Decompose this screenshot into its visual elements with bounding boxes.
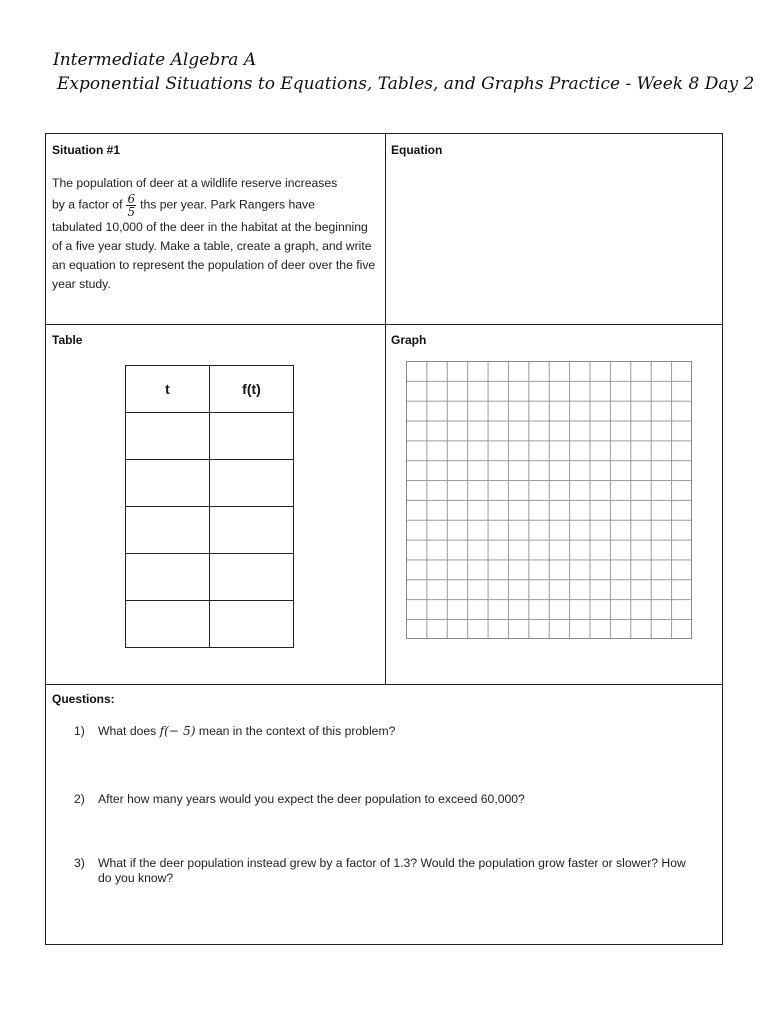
equation-label: Equation	[391, 143, 443, 157]
row-divider-1	[46, 324, 722, 325]
table-header-row	[126, 366, 294, 413]
table-cell-ft[interactable]	[210, 507, 294, 554]
table-cell-t[interactable]	[126, 460, 210, 507]
table-row	[126, 507, 294, 554]
question-2	[74, 792, 694, 807]
question-number: 3)	[74, 856, 85, 870]
table-row	[126, 554, 294, 601]
question-number: 2)	[74, 792, 85, 806]
question-1	[74, 724, 694, 739]
page-header	[53, 48, 754, 96]
situation-text-3: tabulated 10,000 of the deer in the habitat at the beginning of a five year study. Make a table, create a graph, and write an equation to represent the population of deer over the five year study.	[52, 220, 376, 291]
question-1-post: mean in the context of this problem?	[195, 724, 396, 738]
worksheet-table	[45, 133, 723, 945]
course-title: Intermediate Algebra A	[53, 50, 257, 70]
situation-text-1: The population of deer at a wildlife reserve increases	[52, 176, 338, 190]
question-text: What if the deer population instead grew by a factor of 1.3? Would the population grow faster or slower? How do you know?	[98, 856, 686, 885]
situation-text-2a: by a factor of	[52, 197, 123, 212]
fraction-numerator: 6	[127, 192, 136, 206]
table-label: Table	[52, 333, 83, 347]
table-cell-ft[interactable]	[210, 460, 294, 507]
table-cell-ft[interactable]	[210, 413, 294, 460]
table-header-ft: f(t)	[210, 366, 294, 413]
graph-label: Graph	[391, 333, 427, 347]
table-cell-t[interactable]	[126, 507, 210, 554]
values-table	[125, 365, 294, 648]
question-1-pre: What does	[98, 724, 160, 738]
fraction-six-fifths	[126, 193, 136, 218]
questions-label: Questions:	[52, 692, 115, 706]
table-row	[126, 460, 294, 507]
situation-label: Situation #1	[52, 143, 121, 157]
table-row	[126, 413, 294, 460]
function-notation: f(− 5)	[159, 724, 196, 738]
table-cell-ft[interactable]	[210, 554, 294, 601]
question-text: After how many years would you expect the deer population to exceed 60,000?	[98, 792, 525, 806]
table-cell-t[interactable]	[126, 413, 210, 460]
worksheet-title: Exponential Situations to Equations, Tables, and Graphs Practice - Week 8 Day 2	[57, 74, 755, 94]
question-3	[74, 856, 694, 886]
table-row	[126, 601, 294, 648]
table-cell-ft[interactable]	[210, 601, 294, 648]
table-cell-t[interactable]	[126, 554, 210, 601]
column-divider	[385, 134, 386, 684]
fraction-denominator: 5	[127, 205, 136, 219]
table-header-t: t	[126, 366, 210, 413]
graph-grid[interactable]	[406, 361, 692, 639]
situation-text	[52, 174, 380, 294]
row-divider-2	[46, 684, 722, 685]
question-text	[98, 724, 694, 739]
question-number: 1)	[74, 724, 85, 738]
situation-text-2b: ths per year. Park Rangers have	[140, 197, 315, 212]
table-cell-t[interactable]	[126, 601, 210, 648]
